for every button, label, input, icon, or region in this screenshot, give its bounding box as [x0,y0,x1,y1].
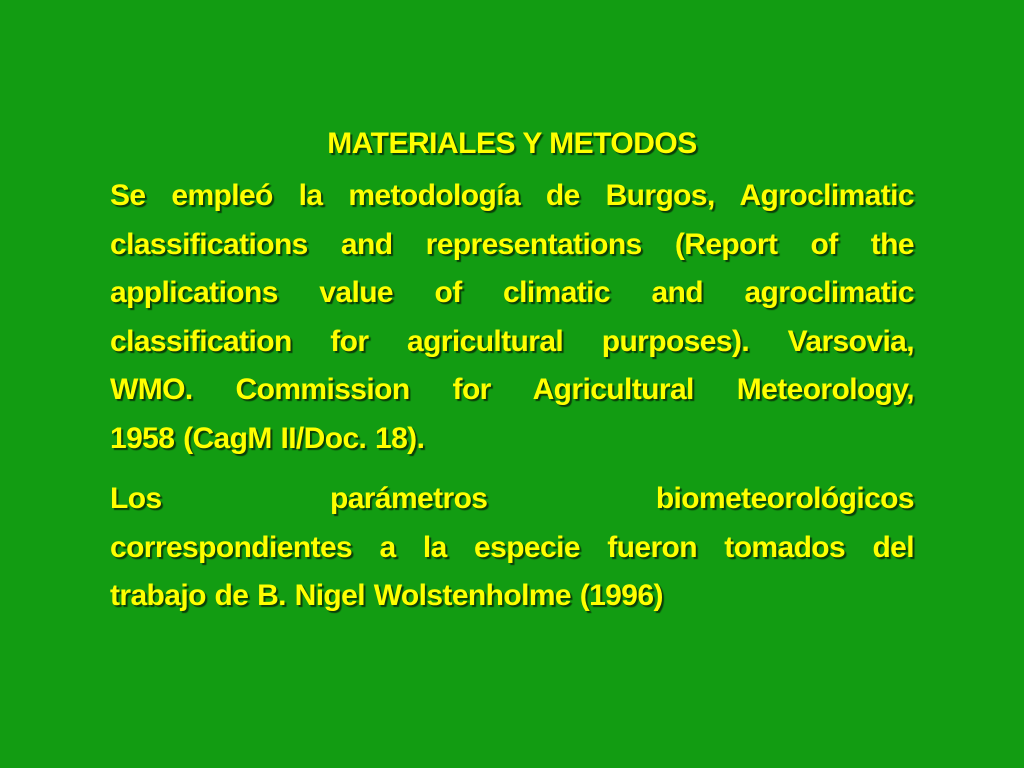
paragraph-line: applications value of climatic and agroclimatic [110,276,914,309]
paragraph-line: Los parámetros biometeorológicos [110,482,914,515]
paragraph-line: trabajo de B. Nigel Wolstenholme (1996) [110,579,663,612]
paragraph-line: 1958 (CagM II/Doc. 18). [110,421,425,455]
slide-title: MATERIALES Y METODOS [327,127,697,160]
paragraph-line: correspondientes a la especie fueron tomados del [110,530,914,564]
paragraph-line: Se empleó la metodología de Burgos, Agroclimatic [110,179,914,212]
paragraph-parameters [110,475,914,621]
paragraph-line: classification for agricultural purposes). Varsovia, [110,324,914,358]
paragraph-methodology [110,172,914,463]
paragraph-line: classifications and representations (Report of the [110,227,914,261]
paragraph-line: WMO. Commission for Agricultural Meteorology, [110,373,914,406]
